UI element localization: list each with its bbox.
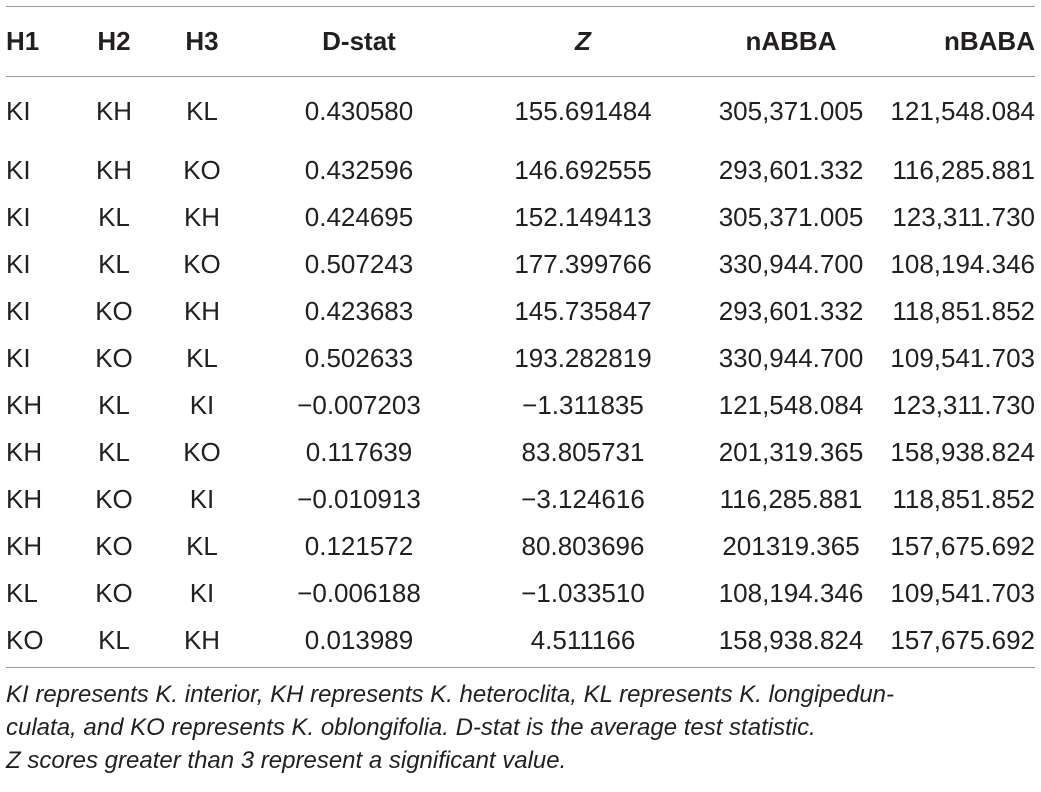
header-h3: H3 [185,26,219,56]
cell-h2: KO [95,578,133,608]
header-nabba: nABBA [745,26,837,56]
cell-d-stat: −0.010913 [297,484,421,514]
cell-d-stat: 0.432596 [304,155,414,185]
cell-nbaba: 118,851.852 [892,484,1035,514]
header-d-stat: D-stat [322,26,396,56]
cell-h1: KO [6,625,44,655]
footnote-line-2: culata, and KO represents K. oblongifolia. D-stat is the average test statistic. [6,714,816,741]
table-row [6,617,1035,664]
cell-h2: KH [95,96,133,126]
cell-nabba: 116,285.881 [719,484,863,514]
cell-d-stat: 0.424695 [304,202,414,232]
cell-z: 155.691484 [514,96,652,126]
cell-nbaba: 108,194.346 [890,249,1035,279]
cell-nbaba: 121,548.084 [890,96,1035,126]
cell-nbaba: 123,311.730 [892,202,1035,232]
cell-h2: KO [95,531,133,561]
table-row [6,241,1035,288]
cell-h3: KH [183,625,221,655]
cell-h2: KL [98,390,130,420]
cell-d-stat: 0.121572 [304,531,414,561]
cell-nbaba: 157,675.692 [890,531,1035,561]
cell-d-stat: 0.117639 [305,437,413,467]
cell-nabba: 305,371.005 [718,202,864,232]
cell-h3: KL [186,531,218,561]
cell-d-stat: 0.507243 [304,249,414,279]
table-row [6,523,1035,570]
cell-h3: KO [183,155,221,185]
table-row [6,382,1035,429]
table-row [6,570,1035,617]
table-row [6,335,1035,382]
bottom-rule [6,667,1035,668]
cell-h3: KI [189,578,215,608]
cell-h1: KI [6,343,31,373]
cell-z: 4.511166 [530,625,636,655]
cell-h1: KI [6,296,31,326]
cell-h1: KH [6,390,43,420]
header-z: Z [575,26,591,56]
header-row [6,7,1035,76]
cell-z: 80.803696 [521,531,645,561]
cell-nabba: 330,944.700 [718,249,864,279]
footnote-line-1: KI represents K. interior, KH represents K. heteroclita, KL represents K. longipedun- [6,681,895,708]
cell-h1: KI [6,96,31,126]
cell-nabba: 293,601.332 [718,155,864,185]
cell-nbaba: 123,311.730 [892,390,1035,420]
cell-h1: KH [6,484,43,514]
footnote-line-3: Z scores greater than 3 represent a significant value. [6,747,567,774]
table-footnote [6,678,1035,777]
cell-d-stat: 0.502633 [304,343,414,373]
cell-nabba: 121,548.084 [718,390,864,420]
cell-h2: KL [98,437,130,467]
cell-z: 146.692555 [514,155,652,185]
cell-nabba: 108,194.346 [718,578,864,608]
cell-nbaba: 109,541.703 [890,343,1035,373]
cell-d-stat: −0.007203 [297,390,421,420]
cell-nbaba: 116,285.881 [892,155,1035,185]
header-nbaba: nBABA [944,26,1035,56]
cell-nabba: 305,371.005 [718,96,864,126]
cell-nabba: 201319.365 [722,531,860,561]
results-table [6,7,1035,664]
cell-z: −1.311835 [522,390,644,420]
cell-h1: KI [6,155,31,185]
table-row [6,429,1035,476]
table-row [6,76,1035,147]
cell-z: −3.124616 [521,484,645,514]
cell-h2: KL [98,249,130,279]
table-row [6,194,1035,241]
cell-h3: KO [183,437,221,467]
cell-nbaba: 157,675.692 [890,625,1035,655]
cell-nabba: 158,938.824 [718,625,864,655]
cell-h1: KH [6,531,43,561]
cell-h3: KH [183,296,221,326]
cell-h3: KI [189,390,215,420]
table-row [6,288,1035,335]
cell-h3: KL [186,343,218,373]
cell-z: 145.735847 [514,296,652,326]
cell-nbaba: 158,938.824 [890,437,1035,467]
cell-h1: KI [6,202,31,232]
cell-nbaba: 109,541.703 [890,578,1035,608]
cell-z: 193.282819 [514,343,652,373]
cell-h2: KO [95,484,133,514]
cell-nabba: 293,601.332 [718,296,864,326]
table-body [6,76,1035,664]
cell-h1: KH [6,437,43,467]
cell-nabba: 330,944.700 [718,343,864,373]
cell-nabba: 201,319.365 [718,437,864,467]
table-row [6,476,1035,523]
header-h1: H1 [6,26,40,56]
cell-h2: KL [98,202,130,232]
cell-h3: KH [183,202,221,232]
cell-z: 83.805731 [521,437,645,467]
cell-h3: KI [189,484,215,514]
cell-h2: KO [95,343,133,373]
cell-h1: KI [6,249,31,279]
cell-h3: KO [183,249,221,279]
cell-h2: KL [98,625,130,655]
table-row [6,147,1035,194]
cell-z: −1.033510 [521,578,645,608]
cell-z: 152.149413 [514,202,652,232]
cell-h2: KH [95,155,133,185]
cell-z: 177.399766 [514,249,652,279]
cell-d-stat: 0.013989 [304,625,414,655]
cell-d-stat: 0.423683 [304,296,414,326]
cell-nbaba: 118,851.852 [892,296,1035,326]
cell-h3: KL [186,96,218,126]
cell-d-stat: −0.006188 [297,578,421,608]
header-h2: H2 [97,26,131,56]
cell-h1: KL [6,578,38,608]
cell-h2: KO [95,296,133,326]
cell-d-stat: 0.430580 [304,96,414,126]
